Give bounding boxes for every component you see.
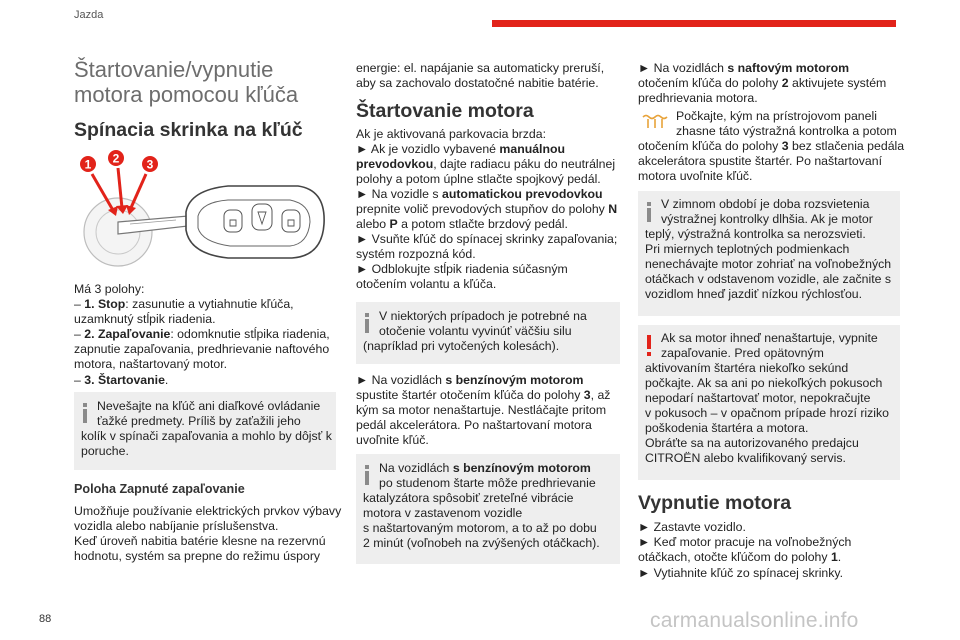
paragraph-line: energie: el. napájanie sa automaticky preruší, — [356, 61, 605, 75]
note-line: nenechávajte motor zohriať na voľnobežných — [645, 257, 892, 271]
section-heading-ignition-switch: Spínacia skrinka na kľúč — [74, 119, 303, 141]
note-line: poruche. — [81, 444, 129, 458]
page-number: 88 — [39, 613, 52, 625]
position-1: – 1. Stop: zasunutie a vytiahnutie kľúča, — [74, 297, 294, 311]
note-line: CITROËN alebo kvalifikovaný servis. — [645, 451, 846, 465]
section-title: Jazda — [74, 9, 104, 21]
callout-2 — [108, 150, 124, 166]
paragraph-line: ► Na vozidle s automatickou prevodovkou — [356, 187, 603, 201]
position-2: – 2. Zapaľovanie: odomknutie stĺpika riadenia, — [74, 327, 330, 341]
note-line: (napríklad pri vytočených kolesách). — [363, 339, 560, 353]
paragraph-line: akcelerátora spustite štartér. Po naštartovaní — [638, 154, 883, 168]
paragraph-line: ► Vsuňte kľúč do spínacej skrinky zapaľovania; — [356, 232, 618, 246]
note-line: po studenom štarte môže predhrievanie — [379, 476, 596, 490]
paragraph-line: ► Na vozidlách s naftovým motorom — [638, 61, 850, 75]
note-line: aktivovaním štartéra niekoľko sekúnd — [645, 361, 849, 375]
paragraph-line: kým sa motor nenaštartuje. Nestláčajte pritom — [356, 403, 607, 417]
info-note-catalyst-preheating — [356, 454, 620, 564]
callout-1 — [80, 156, 96, 172]
header-accent-bar — [492, 20, 896, 27]
position-2-cont-2: motora, naštartovaný motor. — [74, 357, 228, 371]
note-line: V niektorých prípadoch je potrebné na — [379, 309, 587, 323]
note-line: zapaľovanie. Pred opätovným — [661, 346, 824, 360]
paragraph-line: otočením volantu a kľúča. — [356, 277, 497, 291]
note-line: s naštartovaným motorom, a to až po dobu — [363, 521, 597, 535]
info-note-winter — [638, 191, 900, 316]
page-title-line-2: motora pomocou kľúča — [74, 82, 299, 107]
note-line: ťažké predmety. Príliš by zaťažili jeho — [97, 414, 301, 428]
note-line: v pokusoch – v opačnom prípade hrozí riziko — [645, 406, 890, 420]
paragraph-line: prepnite volič prevodových stupňov do polohy N — [356, 202, 618, 216]
preheating-glow-icon — [640, 112, 670, 132]
note-line: Pri miernych teplotných podmienkach — [645, 242, 850, 256]
note-line: výstražnej kontrolky dlhšia. Ak je motor — [661, 212, 873, 226]
section-heading-starting-engine: Štartovanie motora — [356, 100, 534, 122]
note-line: otočenie volantu vyvinúť väčšiu silu — [379, 324, 572, 338]
note-line: vozidlom hneď jazdiť nízkou rýchlosťou. — [645, 287, 863, 301]
note-line: 2 minút (voľnobeh na zvýšených otáčkach). — [363, 536, 600, 550]
section-heading-switching-off: Vypnutie motora — [638, 492, 792, 514]
position-2-cont: zapnutie zapaľovania, predhrievanie naftového — [74, 342, 330, 356]
note-line: V zimnom období je doba rozsvietenia — [661, 197, 870, 211]
info-note-key-weight — [74, 392, 336, 470]
paragraph-line: pedál akcelerátora. Po naštartovaní motora — [356, 418, 592, 432]
paragraph-line: otáčkach, otočte kľúčom do polohy 1. — [638, 550, 842, 564]
paragraph-line: zhasne táto výstražná kontrolka a potom — [676, 124, 897, 138]
paragraph-line: otočením kľúča do polohy 3 bez stlačenia pedála — [638, 139, 905, 153]
paragraph-line: Počkajte, kým na prístrojovom paneli — [676, 109, 877, 123]
paragraph-line: ► Vytiahnite kľúč zo spínacej skrinky. — [638, 566, 844, 580]
note-line: kolík v spínači zapaľovania a mohlo by dôjsť k — [81, 429, 332, 443]
note-line: počkajte. Ak sa ani po niekoľkých pokusoch — [645, 376, 883, 390]
info-note-steering-force — [356, 302, 620, 364]
paragraph-line: aby sa zachovalo dostatočné nabitie batérie. — [356, 76, 599, 90]
paragraph-line: Keď úroveň nabitia batérie klesne na rezervnú — [74, 534, 326, 548]
paragraph-line: alebo P a potom stlačte brzdový pedál. — [356, 217, 568, 231]
paragraph-line: ► Odblokujte stĺpik riadenia súčasným — [356, 262, 568, 276]
page-title: Štartovanie/vypnutie — [74, 57, 274, 82]
paragraph-line: ► Keď motor pracuje na voľnobežných — [638, 535, 852, 549]
position-1-cont: uzamknutý stĺpik riadenia. — [74, 312, 216, 326]
paragraph-line: spustite štartér otočením kľúča do polohy 3, až — [356, 388, 611, 402]
paragraph-line: prevodovkou, dajte radiacu páku do neutrálnej — [356, 157, 616, 171]
ignition-key-illustration — [78, 150, 330, 272]
paragraph-line: vozidla alebo nabíjanie príslušenstva. — [74, 519, 279, 533]
warning-note-engine-not-starting — [638, 325, 900, 480]
note-line: katalyzátora spôsobiť zreteľné vibrácie — [363, 491, 574, 505]
paragraph-line: predhrievania motora. — [638, 91, 758, 105]
position-3: – 3. Štartovanie. — [74, 373, 169, 387]
callout-label: 2 — [112, 151, 120, 166]
note-line: nepodarí naštartovať motor, nepokračujte — [645, 391, 871, 405]
note-line: Ak sa motor ihneď nenaštartuje, vypnite — [661, 331, 878, 345]
note-line: motora v zastavenom vozidle — [363, 506, 523, 520]
subheading-ignition-on: Poloha Zapnuté zapaľovanie — [74, 482, 245, 496]
paragraph-line: otočením kľúča do polohy 2 aktivujete systém — [638, 76, 887, 90]
note-line: teplý, výstražná kontrolka sa nerozsvieti. — [645, 227, 866, 241]
callout-label: 1 — [84, 157, 92, 172]
paragraph-line: motora uvoľnite kľúč. — [638, 169, 753, 183]
note-line: poškodenia štartéra a motora. — [645, 421, 809, 435]
note-line: otáčkach v odstavenom vozidle, ale začnite s — [645, 272, 892, 286]
paragraph-line: ► Ak je vozidlo vybavené manuálnou — [356, 142, 566, 156]
callout-3 — [142, 156, 158, 172]
paragraph-line: Ak je aktivovaná parkovacia brzda: — [356, 127, 547, 141]
paragraph-line: polohy a potom úplne stlačte spojkový pedál. — [356, 172, 601, 186]
note-line: Na vozidlách s benzínovým motorom — [379, 461, 591, 475]
paragraph-line: hodnotu, systém sa prepne do režimu úspory — [74, 549, 321, 563]
paragraph-line: Umožňuje používanie elektrických prvkov výbavy — [74, 504, 342, 518]
note-line: Nevešajte na kľúč ani diaľkové ovládanie — [97, 399, 321, 413]
paragraph-line: ► Zastavte vozidlo. — [638, 520, 746, 534]
paragraph-line: ► Na vozidlách s benzínovým motorom — [356, 373, 584, 387]
positions-intro: Má 3 polohy: — [74, 282, 145, 296]
watermark: carmanualsonline.info — [650, 609, 859, 632]
callout-label: 3 — [146, 157, 154, 172]
note-line: Obráťte sa na autorizovaného predajcu — [645, 436, 859, 450]
paragraph-line: uvoľnite kľúč. — [356, 433, 429, 447]
paragraph-line: systém rozpozná kód. — [356, 247, 476, 261]
